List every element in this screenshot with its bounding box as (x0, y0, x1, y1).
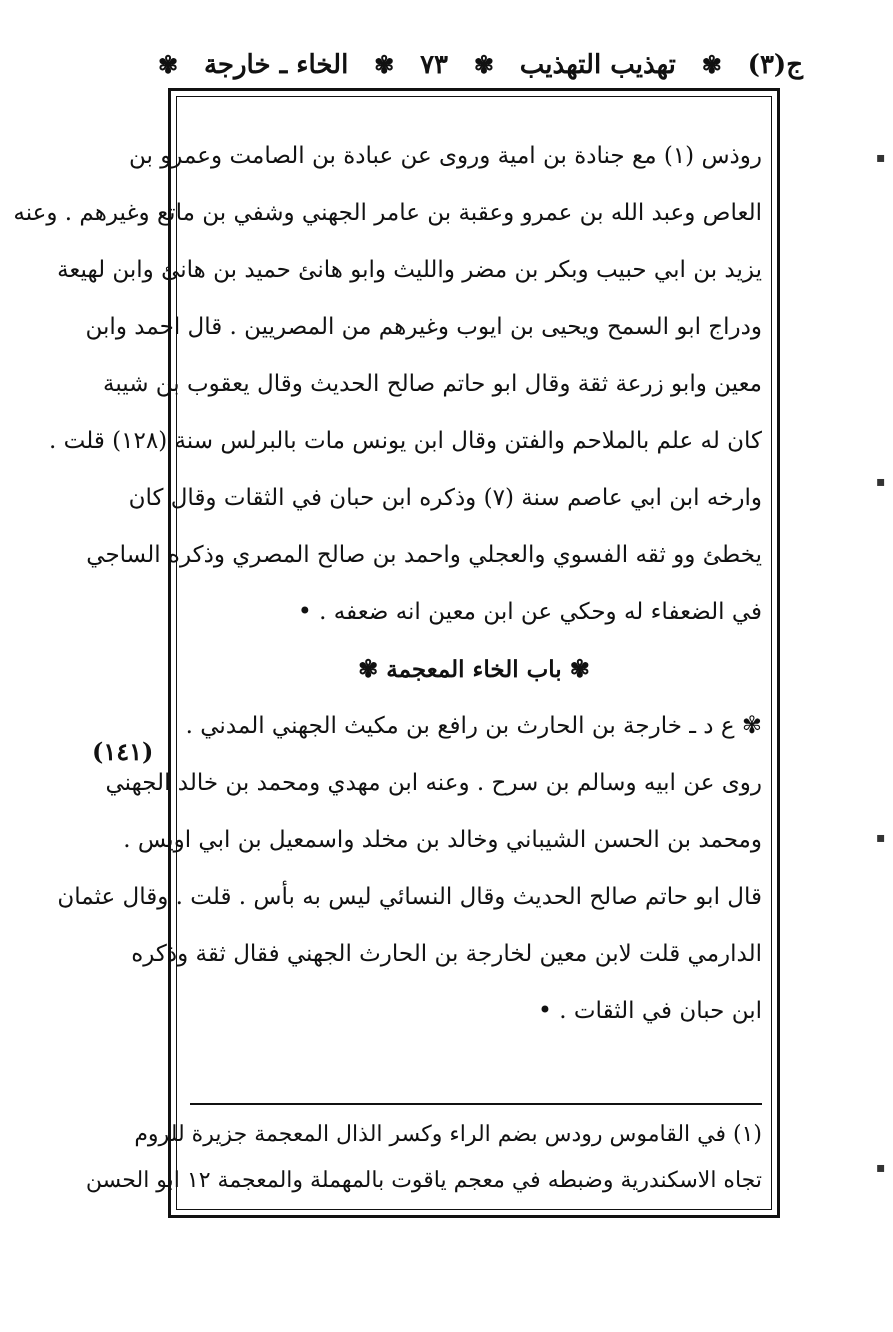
text-line-content: في الضعفاء له وحكي عن ابن معين انه ضعفه . (319, 599, 762, 625)
section-label: الخاء ـ خارجة (203, 50, 349, 80)
text-line: كان له علم بالملاحم والفتن وقال ابن يونس مات بالبرلس سنة (١٢٨) قلت . (49, 428, 762, 454)
footnote (85, 1112, 762, 1204)
text-line: العاص وعبد الله بن عمرو وعقبة بن عامر الجهني وشفي بن ماتع وغيرهم . وعنه (13, 200, 762, 226)
end-mark-icon: • (297, 597, 312, 625)
flower-ornament-icon: ✾ (158, 50, 179, 79)
entry-line: ومحمد بن الحسن الشيباني وخالد بن مخلد واسمعيل بن ابي اويس . (123, 827, 762, 853)
footnote-line: (١) في القاموس رودس بضم الراء وكسر الذال المعجمة جزيرة للروم (134, 1122, 762, 1147)
entry-line-content: ع د ـ خارجة بن الحارث بن رافع بن مكيث الجهني المدني . (185, 713, 735, 739)
running-header (158, 40, 803, 90)
end-mark-icon: • (537, 996, 552, 1024)
margin-speck: ▪ (876, 150, 886, 166)
entry-line-content: ابن حبان في الثقات . (559, 998, 762, 1024)
entry-line: قال ابو حاتم صالح الحديث وقال النسائي ليس به بأس . قلت . وقال عثمان (57, 884, 762, 910)
text-line: روذس (١) مع جنادة بن امية وروى عن عبادة بن الصامت وعمرو بن (128, 143, 762, 169)
margin-speck: ▪ (876, 830, 886, 846)
flower-ornament-icon: ✾ (374, 50, 395, 79)
chapter-heading-text: باب الخاء المعجمة (386, 656, 562, 683)
entry-line: روى عن ابيه وسالم بن سرح . وعنه ابن مهدي ومحمد بن خالد الجهني (105, 770, 762, 796)
text-line: معين وابو زرعة ثقة وقال ابو حاتم صالح الحديث وقال يعقوب بن شيبة (102, 371, 762, 397)
footnote-line: تجاه الاسكندرية وضبطه في معجم ياقوت بالمهملة والمعجمة ١٢ ابو الحسن (85, 1168, 762, 1193)
volume-label: ج(٣) (747, 50, 803, 80)
page-number: ٧٣ (420, 50, 449, 80)
chapter-heading (186, 641, 762, 698)
flower-ornament-icon: ✾ (358, 654, 379, 683)
entry-line (186, 983, 762, 1040)
entry-number: (١٤١) (92, 737, 154, 766)
footnote-rule (190, 1103, 762, 1105)
flower-ornament-icon: ✾ (701, 50, 722, 79)
margin-speck: ▪ (876, 1160, 886, 1176)
entry-line (186, 698, 762, 755)
book-title: تهذيب التهذيب (519, 50, 676, 80)
text-line: يخطئ وو ثقه الفسوي والعجلي واحمد بن صالح المصري وذكره الساجي (86, 542, 762, 568)
flower-ornament-icon: ✾ (741, 711, 762, 739)
margin-speck: ▪ (876, 474, 886, 490)
text-line: وارخه ابن ابي عاصم سنة (٧) وذكره ابن حبان في الثقات وقال كان (128, 485, 762, 511)
flower-ornament-icon: ✾ (473, 50, 494, 79)
text-line: ودراج ابو السمح ويحيى بن ايوب وغيرهم من المصريين . قال احمد وابن (85, 314, 762, 340)
flower-ornament-icon: ✾ (569, 654, 590, 683)
entry-line: الدارمي قلت لابن معين لخارجة بن الحارث الجهني فقال ثقة وذكره (131, 941, 762, 967)
text-line: يزيد بن ابي حبيب وبكر بن مضر والليث وابو هانئ حميد بن هانئ وابن لهيعة (57, 257, 762, 283)
text-line (186, 584, 762, 641)
